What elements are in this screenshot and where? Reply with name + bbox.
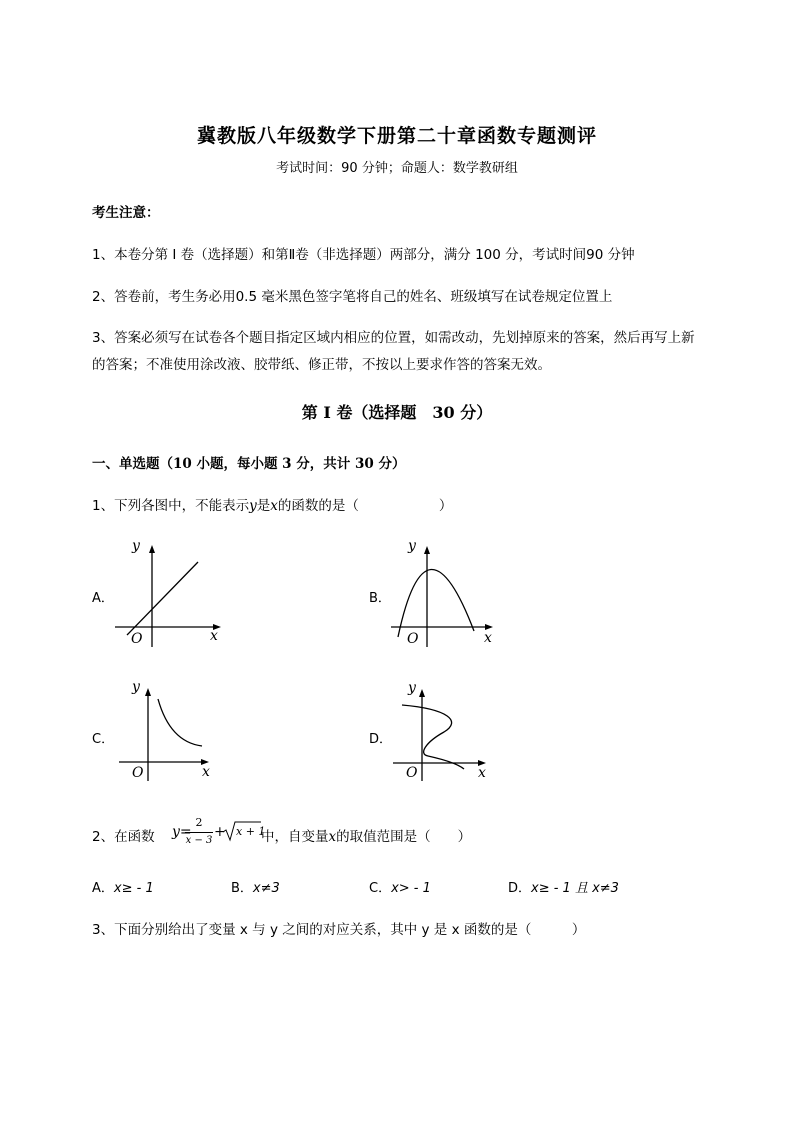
origin-label: O [407, 631, 419, 647]
sqrt-argument: x + 1 [236, 825, 266, 838]
notice-heading: 考生注意： [92, 205, 160, 221]
q1-option-b-label: B． [369, 591, 391, 606]
section-title: 第 I 卷（选择题 30 分） [301, 403, 493, 422]
question-2-stem-suffix: 中，自变量x的取值范围是（ ） [261, 829, 472, 845]
y-axis-label: y [132, 679, 140, 695]
q1-option-b-graph [388, 535, 503, 650]
question-2-stem-prefix: 2、在函数 [92, 829, 155, 845]
notice-item-1: 1、本卷分第 I 卷（选择题）和第Ⅱ卷（非选择题）两部分，满分 100 分，考试时间90 分钟 [92, 247, 635, 263]
q2-choice-d[interactable]: D．x≥ - 1 且 x≠3 [508, 881, 619, 896]
part-title: 一、单选题（10 小题，每小题 3 分，共计 30 分） [92, 456, 406, 472]
notice-item-2: 2、答卷前，考生务必用0.5 毫米黑色签字笔将自己的姓名、班级填写在试卷规定位置上 [92, 289, 613, 305]
q1-option-d-label: D． [369, 732, 393, 747]
q1-option-c-graph [112, 676, 227, 786]
y-axis-label: y [408, 680, 416, 696]
formula-numerator: 2 [195, 816, 203, 829]
q1-option-a-graph [112, 535, 227, 650]
q1-option-c-label: C． [92, 732, 115, 747]
origin-label: O [406, 765, 418, 781]
question-3-stem: 3、下面分别给出了变量 x 与 y 之间的对应关系，其中 y 是 x 函数的是（ ） [92, 922, 586, 938]
x-axis-label: x [202, 764, 210, 780]
exam-title: 冀教版八年级数学下册第二十章函数专题测评 [196, 125, 597, 147]
exam-subtitle: 考试时间：90 分钟；命题人：数学教研组 [276, 161, 518, 176]
x-axis-label: x [484, 630, 492, 646]
q2-choice-c[interactable]: C．x> - 1 [369, 881, 431, 896]
question-1-stem: 1、下列各图中，不能表示y是x的函数的是（ ） [92, 498, 453, 514]
formula-denominator: x − 3 [185, 835, 213, 846]
x-axis-label: x [210, 628, 218, 644]
y-axis-label: y [408, 538, 416, 554]
origin-label: O [132, 765, 144, 781]
x-axis-label: x [478, 765, 486, 781]
fraction-bar [185, 832, 213, 833]
origin-label: O [131, 631, 143, 647]
notice-item-3: 3、答案必须写在试卷各个题目指定区域内相应的位置，如需改动，先划掉原来的答案，然后再写上新 [92, 330, 695, 346]
y-axis-label: y [132, 538, 140, 554]
formula-plus: + [214, 824, 226, 840]
q2-choice-b[interactable]: B．x≠3 [231, 881, 280, 896]
notice-item-3-continued: 的答案；不准使用涂改液、胶带纸、修正带，不按以上要求作答的答案无效。 [92, 357, 551, 373]
q2-choice-a[interactable]: A．x≥ - 1 [92, 881, 154, 896]
q1-option-a-label: A． [92, 591, 114, 606]
question-2-formula: y= [172, 824, 192, 840]
q1-option-d-graph [388, 676, 503, 786]
